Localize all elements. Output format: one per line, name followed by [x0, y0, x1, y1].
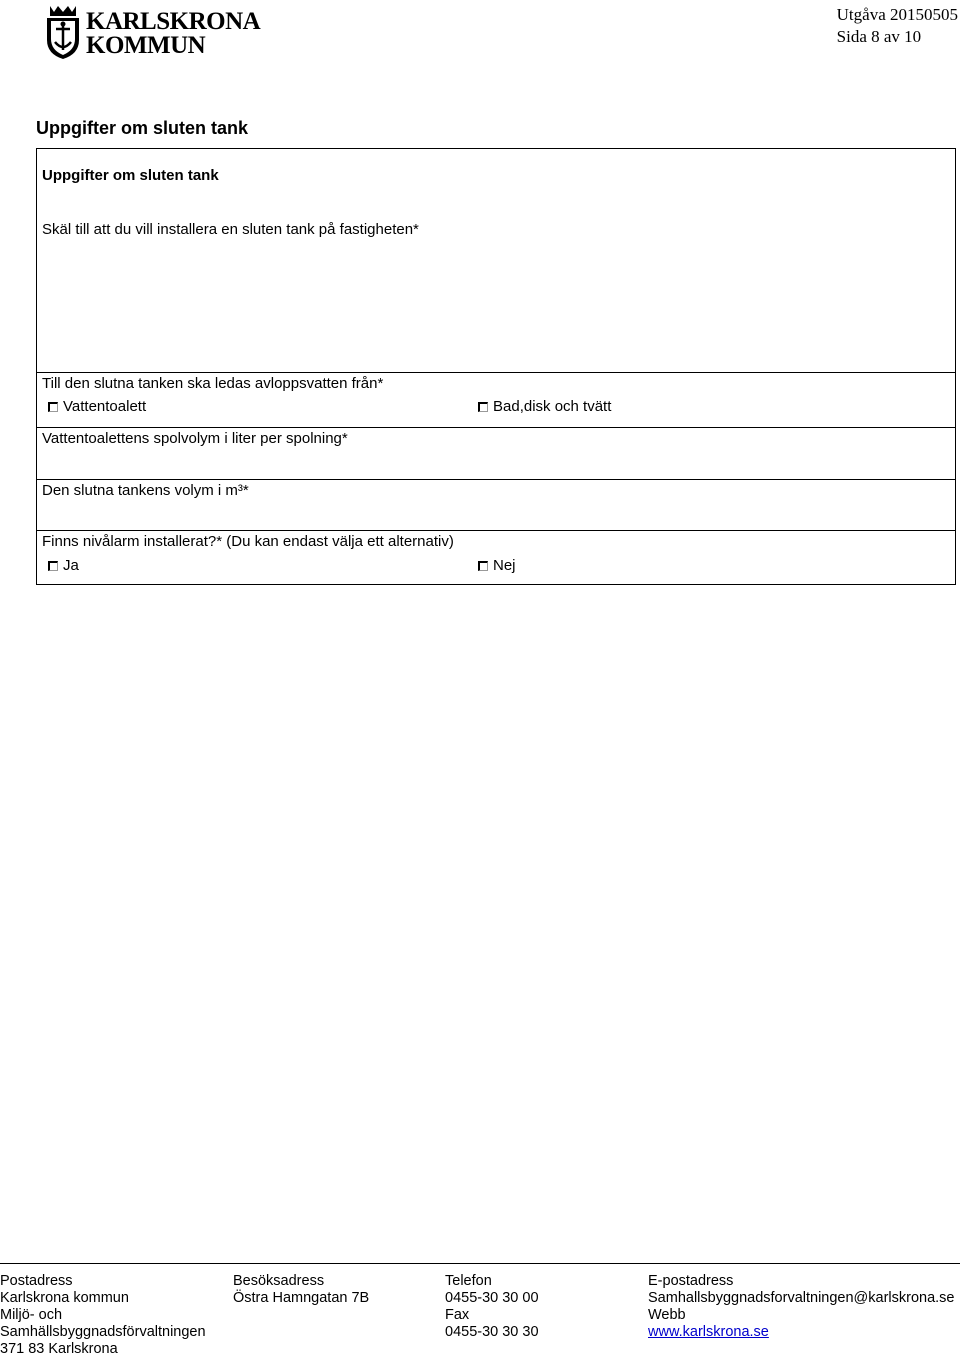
option-bad-disk-tvatt-label: Bad,disk och tvätt	[493, 398, 612, 415]
footer-contact	[648, 1273, 955, 1341]
footer-postal-heading: Postadress	[0, 1273, 73, 1289]
page-info	[837, 4, 958, 48]
footer-postal-line: Karlskrona kommun	[0, 1290, 129, 1306]
footer-phone	[445, 1273, 539, 1341]
checkbox-ja[interactable]	[48, 561, 58, 571]
page-footer	[0, 1263, 960, 1357]
footer-visit-address: Östra Hamngatan 7B	[233, 1290, 370, 1306]
flush-volume-row[interactable]	[37, 427, 955, 480]
option-nej[interactable]	[478, 557, 516, 574]
footer-web-link[interactable]: www.karlskrona.se	[648, 1324, 769, 1340]
option-nej-label: Nej	[493, 557, 516, 574]
checkbox-bad-disk-tvatt[interactable]	[478, 402, 488, 412]
footer-web-heading: Webb	[648, 1307, 686, 1323]
logo-wordmark	[86, 10, 260, 58]
logo-line-2: KOMMUN	[86, 32, 206, 59]
source-label: Till den slutna tanken ska ledas avloppsvatten från*	[42, 375, 384, 392]
footer-fax-heading: Fax	[445, 1307, 470, 1323]
alarm-row	[37, 530, 955, 584]
option-ja[interactable]	[48, 557, 79, 574]
flush-volume-label: Vattentoalettens spolvolym i liter per spolning*	[42, 430, 348, 447]
version-label: Utgåva 20150505	[836, 5, 958, 24]
coat-of-arms-icon	[44, 2, 82, 60]
footer-fax-number: 0455-30 30 30	[445, 1324, 539, 1340]
tank-form	[36, 148, 956, 585]
municipality-logo	[44, 2, 284, 60]
footer-visit	[233, 1273, 369, 1307]
footer-postal	[0, 1273, 206, 1358]
tank-volume-row[interactable]	[37, 479, 955, 531]
tank-volume-label: Den slutna tankens volym i m³*	[42, 482, 249, 499]
source-row	[37, 372, 955, 428]
footer-postal-line: Miljö- och	[0, 1307, 63, 1323]
footer-email[interactable]: Samhallsbyggnadsforvaltningen@karlskrona.se	[648, 1290, 955, 1306]
option-bad-disk-tvatt[interactable]	[478, 398, 611, 415]
footer-postal-line: 371 83 Karlskrona	[0, 1341, 118, 1357]
page-number: Sida 8 av 10	[836, 27, 922, 46]
reason-label: Skäl till att du vill installera en sluten tank på fastigheten*	[42, 221, 419, 238]
footer-phone-heading: Telefon	[445, 1273, 492, 1289]
option-vattentoalett[interactable]	[48, 398, 146, 415]
form-heading: Uppgifter om sluten tank	[42, 167, 219, 184]
reason-row[interactable]	[37, 149, 955, 373]
logo-line-1: KARLSKRONA	[86, 8, 261, 35]
footer-visit-heading: Besöksadress	[233, 1273, 325, 1289]
footer-email-heading: E-postadress	[648, 1273, 734, 1289]
checkbox-vattentoalett[interactable]	[48, 402, 58, 412]
section-title: Uppgifter om sluten tank	[36, 118, 249, 138]
alarm-label: Finns nivålarm installerat?* (Du kan endast välja ett alternativ)	[42, 533, 454, 550]
option-vattentoalett-label: Vattentoalett	[63, 398, 147, 415]
footer-phone-number: 0455-30 30 00	[445, 1290, 539, 1306]
footer-postal-line: Samhällsbyggnadsförvaltningen	[0, 1324, 206, 1340]
option-ja-label: Ja	[63, 557, 79, 574]
checkbox-nej[interactable]	[478, 561, 488, 571]
